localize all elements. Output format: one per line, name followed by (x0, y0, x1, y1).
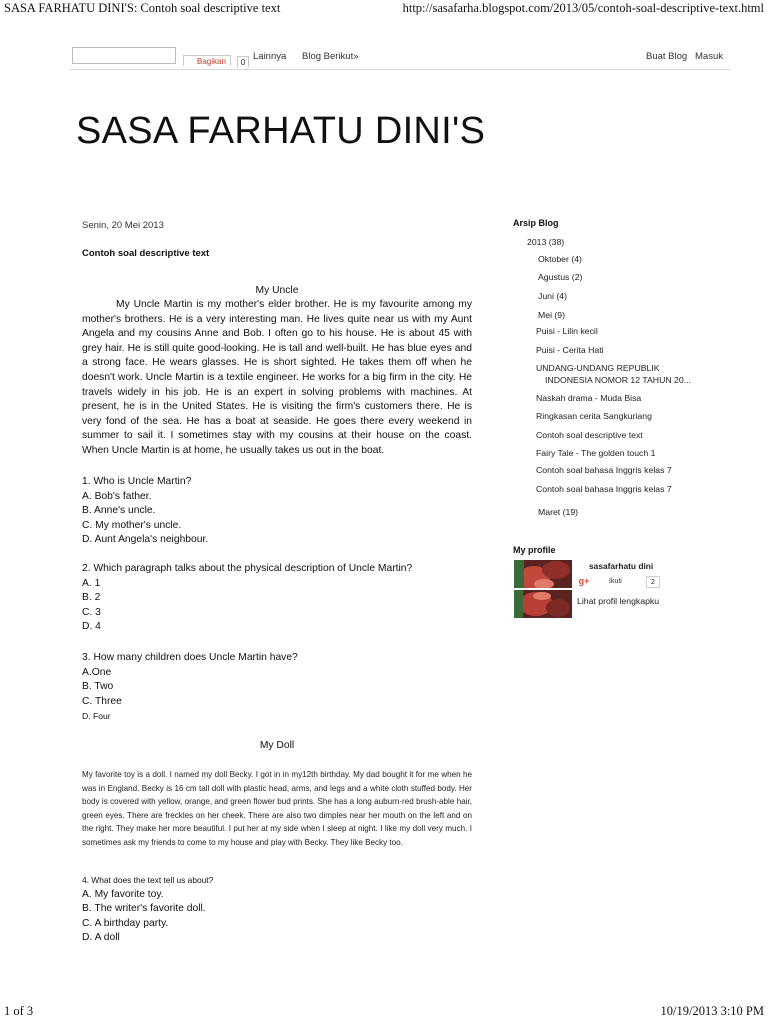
question-option: B. The writer's favorite doll. (82, 903, 206, 915)
share-button-label: Bagikan (197, 57, 226, 66)
create-blog-link[interactable]: Buat Blog (646, 51, 688, 62)
question-option: D. 4 (82, 621, 101, 633)
archive-post-link-continued[interactable]: INDONESIA NOMOR 12 TAHUN 20... (545, 375, 691, 385)
question-1 (82, 475, 472, 548)
blog-title[interactable]: SASA FARHATU DINI'S (76, 110, 486, 152)
print-page-title: SASA FARHATU DINI'S: Contoh soal descriptive text (4, 1, 281, 15)
question-option: A.One (82, 666, 112, 678)
question-option: C. A birthday party. (82, 917, 169, 929)
post-title[interactable]: Contoh soal descriptive text (82, 248, 210, 259)
login-link[interactable]: Masuk (695, 51, 723, 62)
story2-heading: My Doll (259, 740, 295, 751)
next-blog-link[interactable]: Blog Berikut» (302, 51, 359, 62)
question-option: B. Anne's uncle. (82, 505, 156, 517)
question-option: C. Three (82, 695, 122, 707)
archive-month-link[interactable]: Mei (9) (538, 310, 566, 320)
archive-post-link[interactable]: Fairy Tale - The golden touch 1 (536, 448, 656, 458)
google-plus-icon[interactable]: g+ (578, 576, 590, 586)
question-option: A. My favorite toy. (82, 888, 164, 900)
archive-post-link[interactable]: Naskah drama - Muda Bisa (536, 393, 642, 403)
question-2 (82, 562, 472, 635)
profile-photo[interactable] (514, 590, 572, 618)
search-input[interactable] (72, 47, 176, 64)
archive-month-link[interactable]: Agustus (2) (538, 272, 583, 282)
question-text: 4. What does the text tell us about? (82, 875, 214, 885)
follow-count: 2 (646, 576, 660, 588)
question-3 (82, 651, 472, 724)
story2-body: My favorite toy is a doll. I named my doll Becky. I got in in my12th birthday. My dad bought it for me when he was in England. Becky is 16 cm tall doll with plastic head, arms, and legs and a white cloth stuffed body. Her body is covered with yellow, orange, and green flower bud prints. She has a long auburn-red brush-able hair, green eyes. There are freckles on her cheek. There are also two dimples near her mouth on the left and on the right. They make her more beautiful. I put her at my side when I sleep at night. I like my doll very much. I sometimes ask my friends to come to my house and play with Becky. They like Becky too. (82, 770, 472, 847)
archive-month-link[interactable]: Juni (4) (538, 291, 567, 301)
more-link[interactable]: Lainnya (253, 51, 287, 62)
post-date: Senin, 20 Mei 2013 (82, 220, 164, 231)
archive-month-link[interactable]: Maret (19) (538, 507, 579, 517)
question-option: B. Two (82, 681, 114, 693)
question-4 (82, 873, 472, 946)
story1-text: My Uncle Martin is my mother's elder brother. He is my favourite among my mother's brothers. He is a very interesting man. He lives quite near us with my Aunt Angela and my cousins Anne and Bob. I often go to his house. He is about 45 with grey hair. He is still quite good-looking. He is tall and well-built. He has blue eyes and a strong face. He wears glasses. He is short sighted. He takes them off when he doesn't work. Uncle Martin is a textile engineer. He works for a big firm in the city. He travels widely in his job. He is an expert in solving problems with machines. At present, he is in the United States. He is visiting the firm's customers there. He is very fond of the sea. He has a boat at seaside. He goes there every weekend in summer to sail it. I sometimes stay with my cousins at their house on the coast. When Uncle Martin is at home, he usually takes us out in the boat. (82, 299, 472, 456)
archive-year-link[interactable]: 2013 (38) (527, 237, 565, 247)
profile-name[interactable]: sasafarhatu dini (589, 561, 654, 571)
print-footer (0, 1002, 768, 1024)
archive-post-link[interactable]: Puisi - Cerita Hati (536, 345, 604, 355)
archive-title: Arsip Blog (513, 218, 559, 228)
archive-post-link[interactable]: Contoh soal bahasa Inggris kelas 7 (536, 465, 672, 475)
archive-post-link[interactable]: Contoh soal descriptive text (536, 430, 643, 440)
question-option: D. Aunt Angela's neighbour. (82, 534, 209, 546)
print-datetime: 10/19/2013 3:10 PM (660, 1004, 764, 1018)
profile-photo[interactable] (514, 560, 572, 588)
blogger-navbar (70, 40, 730, 70)
question-text: 2. Which paragraph talks about the physical description of Uncle Martin? (82, 563, 413, 574)
follow-button[interactable]: Ikuti (609, 578, 622, 585)
question-option: C. My mother's uncle. (82, 519, 182, 531)
question-option: D. A doll (82, 932, 120, 944)
story1-heading: My Uncle (255, 285, 299, 296)
question-text: 1. Who is Uncle Martin? (82, 476, 192, 487)
question-text: 3. How many children does Uncle Martin have? (82, 652, 298, 663)
archive-post-link[interactable]: UNDANG-UNDANG REPUBLIK (536, 363, 660, 373)
question-option: A. 1 (82, 577, 101, 589)
archive-post-link[interactable]: Puisi - Lilin kecil (536, 326, 598, 336)
question-option: A. Bob's father. (82, 490, 152, 502)
archive-post-link[interactable]: Ringkasan cerita Sangkuriang (536, 411, 652, 421)
print-page-url: http://sasafarha.blogspot.com/2013/05/contoh-soal-descriptive-text.html (402, 1, 764, 15)
print-page-number: 1 of 3 (4, 1004, 34, 1018)
share-count: 0 (237, 56, 249, 67)
question-option: D. Four (82, 711, 111, 722)
view-full-profile-link[interactable]: Lihat profil lengkapku (577, 596, 660, 606)
print-header (0, 0, 768, 22)
question-option: B. 2 (82, 592, 101, 604)
share-button[interactable] (183, 55, 231, 66)
question-option: C. 3 (82, 606, 101, 618)
story1-body (82, 298, 472, 459)
archive-month-link[interactable]: Oktober (4) (538, 254, 582, 264)
archive-post-link[interactable]: Contoh soal bahasa Inggris kelas 7 (536, 484, 672, 494)
profile-title: My profile (513, 545, 556, 555)
